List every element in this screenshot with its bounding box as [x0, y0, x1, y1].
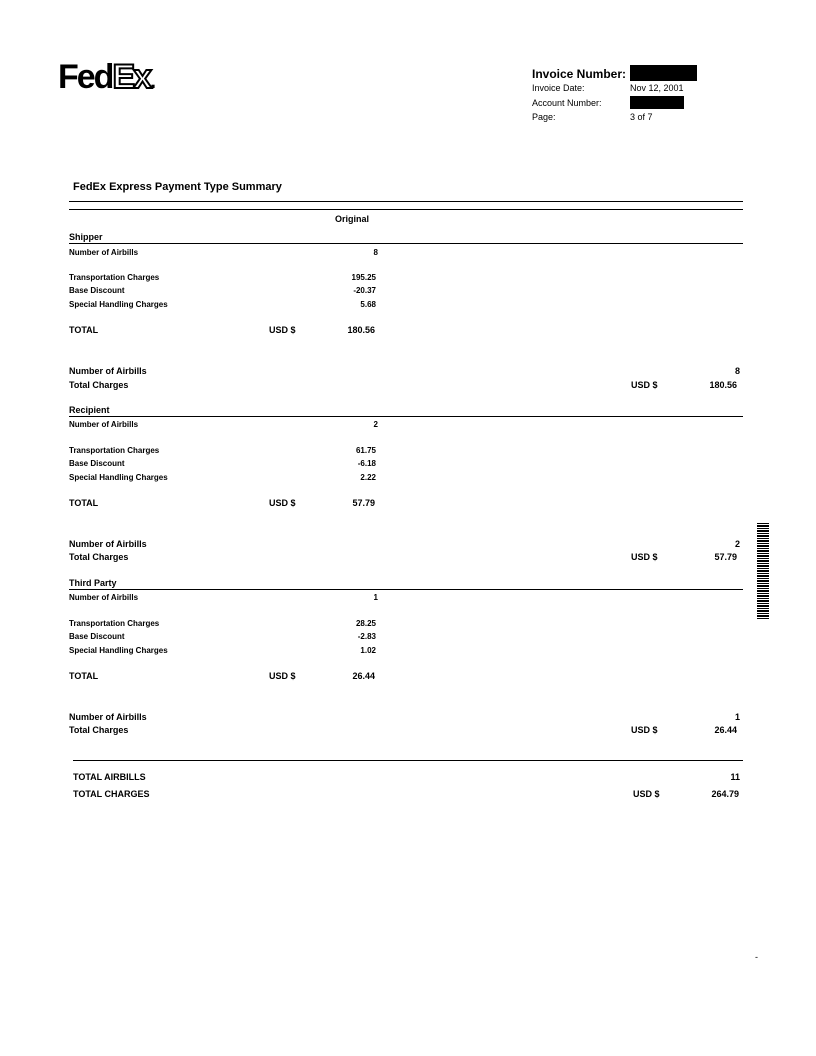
section-rule	[69, 589, 743, 590]
invoice-date-label: Invoice Date:	[532, 83, 585, 93]
page-title: FedEx Express Payment Type Summary	[73, 181, 282, 193]
row-value: 5.68	[360, 300, 376, 309]
total-label: TOTAL	[69, 498, 99, 508]
section-rule	[69, 416, 743, 417]
invoice-number-label: Invoice Number:	[532, 67, 627, 81]
grand-total-rule	[73, 760, 743, 761]
summary-charges-label: Total Charges	[69, 552, 129, 562]
row-label: Number of Airbills	[69, 248, 139, 257]
summary-charges-value: 57.79	[714, 552, 737, 562]
page-label: Page:	[532, 112, 556, 122]
summary-airbills-value: 1	[734, 712, 740, 722]
section-title: Recipient	[69, 405, 110, 415]
barcode-image	[757, 523, 769, 619]
account-number-label: Account Number:	[532, 98, 602, 108]
total-charges-currency: USD $	[633, 789, 660, 799]
summary-charges-value: 26.44	[714, 725, 737, 735]
total-label: TOTAL	[69, 671, 99, 681]
total-value: 180.56	[347, 325, 375, 335]
logo-ex-text: Ex	[112, 58, 151, 96]
summary-currency: USD $	[631, 552, 658, 562]
row-label: Special Handling Charges	[69, 300, 168, 309]
total-airbills-label: TOTAL AIRBILLS	[73, 772, 146, 782]
summary-charges-label: Total Charges	[69, 725, 129, 735]
page-value: 3 of 7	[630, 112, 653, 122]
summary-charges-value: 180.56	[709, 380, 737, 390]
row-value: 28.25	[355, 619, 376, 628]
row-value: 8	[373, 248, 378, 257]
invoice-date-value: Nov 12, 2001	[630, 83, 684, 93]
section-rule	[69, 243, 743, 244]
row-label: Special Handling Charges	[69, 646, 168, 655]
invoice-number-redaction	[630, 65, 697, 81]
title-rule-bottom	[69, 209, 743, 210]
section-title: Shipper	[69, 232, 103, 242]
title-rule-top	[69, 201, 743, 202]
summary-airbills-value: 8	[734, 366, 740, 376]
total-currency: USD $	[269, 671, 296, 681]
row-value: -20.37	[353, 286, 376, 295]
row-label: Base Discount	[69, 286, 125, 295]
row-value: 61.75	[355, 446, 376, 455]
row-label: Transportation Charges	[69, 273, 160, 282]
row-label: Base Discount	[69, 459, 125, 468]
total-airbills-value: 11	[730, 772, 740, 782]
total-currency: USD $	[269, 325, 296, 335]
logo-fed-text: Fed	[58, 58, 113, 96]
total-value: 26.44	[352, 671, 375, 681]
total-charges-label: TOTAL CHARGES	[73, 789, 150, 799]
column-header-original: Original	[335, 214, 370, 224]
summary-charges-label: Total Charges	[69, 380, 129, 390]
summary-airbills-label: Number of Airbills	[69, 539, 147, 549]
row-label: Special Handling Charges	[69, 473, 168, 482]
summary-airbills-label: Number of Airbills	[69, 366, 147, 376]
row-label: Base Discount	[69, 632, 125, 641]
row-value: 1.02	[360, 646, 376, 655]
row-value: 195.25	[351, 273, 376, 282]
account-number-redaction	[630, 96, 684, 109]
summary-currency: USD $	[631, 725, 658, 735]
row-value: 2.22	[360, 473, 376, 482]
row-value: -6.18	[357, 459, 376, 468]
total-label: TOTAL	[69, 325, 99, 335]
summary-currency: USD $	[631, 380, 658, 390]
total-currency: USD $	[269, 498, 296, 508]
footer-mark: -	[755, 952, 758, 962]
row-value: 2	[373, 420, 378, 429]
row-label: Transportation Charges	[69, 446, 160, 455]
row-value: 1	[373, 593, 378, 602]
row-label: Number of Airbills	[69, 420, 139, 429]
section-title: Third Party	[69, 578, 117, 588]
summary-airbills-value: 2	[734, 539, 740, 549]
row-value: -2.83	[357, 632, 376, 641]
logo-dot: .	[150, 68, 155, 93]
total-value: 57.79	[352, 498, 375, 508]
row-label: Number of Airbills	[69, 593, 139, 602]
row-label: Transportation Charges	[69, 619, 160, 628]
total-charges-value: 264.79	[711, 789, 739, 799]
summary-airbills-label: Number of Airbills	[69, 712, 147, 722]
fedex-logo	[58, 60, 154, 94]
